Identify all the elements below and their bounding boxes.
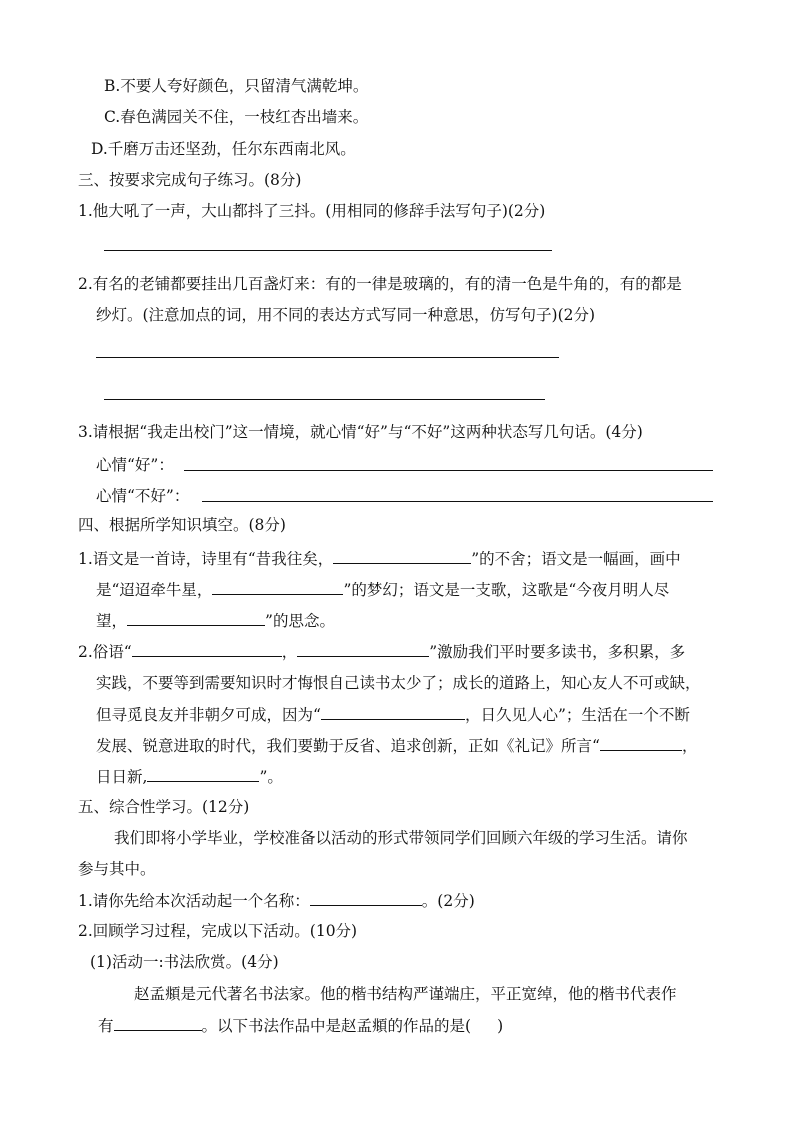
intro-line1: 我们即将小学毕业，学校准备以活动的形式带领同学们回顾六年级的学习生活。请你 bbox=[114, 829, 688, 847]
question-4-2-line5: 日日新, ”。 bbox=[96, 768, 283, 786]
section-3-heading: 三、按要求完成句子练习。(8分) bbox=[78, 171, 302, 189]
question-3-2-line2: 纱灯。(注意加点的词，用不同的表达方式写同一种意思，仿写句子)(2分) bbox=[96, 306, 596, 324]
fill-blank[interactable] bbox=[147, 766, 259, 782]
question-3-3: 3.请根据“我走出校门”这一情境，就心情“好”与“不好”这两种状态写几句话。(4分) bbox=[78, 423, 643, 441]
fill-blank[interactable] bbox=[132, 641, 282, 657]
answer-line[interactable] bbox=[104, 250, 552, 251]
question-5-2: 2.回顾学习过程，完成以下活动。(10分) bbox=[78, 922, 358, 940]
question-4-2-line1: 2.俗语“ ， ”激励我们平时要多读书，多积累，多 bbox=[78, 643, 686, 661]
mood-bad-line[interactable] bbox=[202, 501, 713, 502]
question-4-1-line3: 望， ”的思念。 bbox=[96, 612, 335, 630]
answer-line[interactable] bbox=[96, 357, 559, 358]
mood-good-label: 心情“好”： bbox=[96, 456, 174, 474]
fill-blank[interactable] bbox=[321, 704, 465, 720]
question-5-1: 1.请你先给本次活动起一个名称： 。(2分) bbox=[78, 892, 475, 910]
fill-blank[interactable] bbox=[297, 641, 429, 657]
section-5-heading: 五、综合性学习。(12分) bbox=[78, 798, 250, 816]
question-4-2-line3: 但寻觅良友并非朝夕可成，因为“ ，日久见人心”；生活在一个不断 bbox=[96, 706, 690, 724]
fill-blank[interactable] bbox=[127, 610, 265, 626]
question-4-1-line1: 1.语文是一首诗，诗里有“昔我往矣， ”的不舍；语文是一幅画，画中 bbox=[78, 550, 681, 568]
mood-good-line[interactable] bbox=[184, 470, 713, 471]
activity-1-heading: (1)活动一:书法欣赏。(4分) bbox=[90, 953, 279, 971]
calligraphy-paragraph-line1: 赵孟頫是元代著名书法家。他的楷书结构严谨端庄，平正宽绰，他的楷书代表作 bbox=[134, 985, 677, 1003]
option-b: B.不要人夸好颜色，只留清气满乾坤。 bbox=[104, 77, 369, 95]
fill-blank[interactable] bbox=[600, 735, 682, 751]
question-4-2-line4: 发展、锐意进取的时代，我们要勤于反省、追求创新，正如《礼记》所言“ ， bbox=[96, 737, 698, 755]
option-c: C.春色满园关不住，一枝红杏出墙来。 bbox=[104, 108, 369, 126]
fill-blank[interactable] bbox=[333, 548, 471, 564]
mood-bad-label: 心情“不好”： bbox=[96, 487, 190, 505]
fill-blank[interactable] bbox=[310, 890, 422, 906]
question-4-2-line2: 实践，不要等到需要知识时才悔恨自己读书太少了；成长的道路上，知心友人不可或缺， bbox=[96, 674, 701, 692]
option-d: D.千磨万击还坚劲，任尔东西南北风。 bbox=[91, 140, 356, 158]
question-3-2-line1: 2.有名的老铺都要挂出几百盏灯来：有的一律是玻璃的，有的清一色是牛角的，有的都是 bbox=[78, 275, 682, 293]
calligraphy-paragraph-line2: 有 。以下书法作品中是赵孟頫的作品的是( ) bbox=[98, 1017, 504, 1035]
section-4-heading: 四、根据所学知识填空。(8分) bbox=[78, 516, 286, 534]
answer-line[interactable] bbox=[104, 399, 545, 400]
fill-blank[interactable] bbox=[212, 579, 343, 595]
question-3-1: 1.他大吼了一声，大山都抖了三抖。(用相同的修辞手法写句子)(2分) bbox=[78, 202, 546, 220]
question-4-1-line2: 是“迢迢牵牛星， ”的梦幻；语文是一支歌，这歌是“今夜月明人尽 bbox=[96, 581, 670, 599]
fill-blank[interactable] bbox=[114, 1015, 202, 1031]
intro-line2: 参与其中。 bbox=[78, 860, 156, 878]
